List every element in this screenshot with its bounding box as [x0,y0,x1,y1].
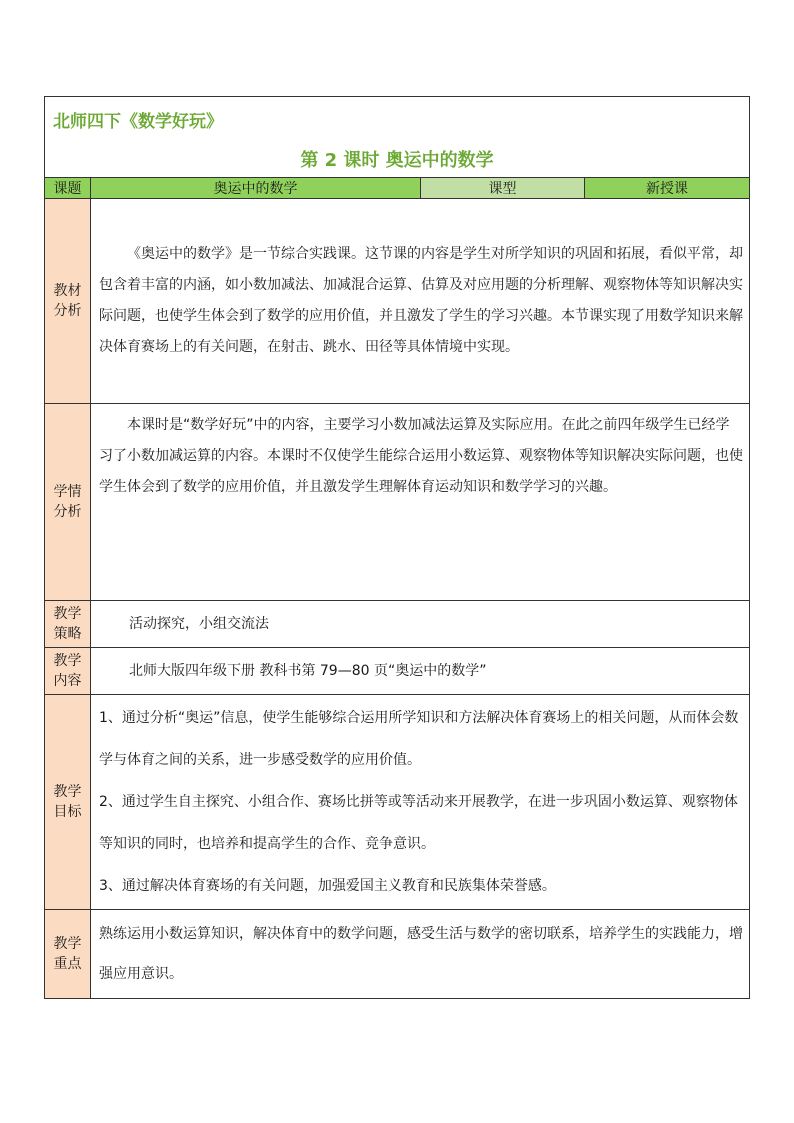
row-content [91,910,750,999]
row-paragraph: 本课时是“数学好玩”中的内容，主要学习小数加减法运算及实际应用。在此之前四年级学生已经学习了小数加减运算的内容。本课时不仅使学生能综合运用小数运算、观察物体等知识解决实际问题，也使学生体会到了数学的应用价值，并且激发学生理解体育运动知识和数学学习的兴趣。 [99,417,743,495]
topic-value: 奥运中的数学 [91,178,421,199]
lesson-title: 第 2 课时 奥运中的数学 [45,141,750,178]
row-paragraph: 2、通过学生自主探究、小组合作、赛场比拼等或等活动来开展教学，在进一步巩固小数运算、观察物体等知识的同时，也培养和提高学生的合作、竞争意识。 [99,794,738,852]
row-label-line: 策略 [53,626,82,642]
row-label-line: 重点 [53,956,82,972]
row-label-line: 分析 [53,504,82,520]
type-value: 新授课 [585,178,750,199]
row-label [45,404,91,601]
type-label: 课型 [421,178,585,199]
row-label [45,601,91,648]
row-paragraph: 《奥运中的数学》是一节综合实践课。这节课的内容是学生对所学知识的巩固和拓展，看似平常，却包含着丰富的内涵，如小数加减法、加减混合运算、估算及对应用题的分析理解、观察物体等知识解决实际问题，也使学生体会到了数学的应用价值，并且激发了学生的学习兴趣。本节课实现了用数学知识来解决体育赛场上的有关问题，在射击、跳水、田径等具体情境中实现。 [99,246,743,355]
row-label-line: 内容 [53,673,82,689]
row-content [91,601,750,648]
row-label [45,199,91,404]
row-content [91,648,750,695]
row-objectives [45,695,750,910]
row-label-line: 教学 [53,936,82,952]
row-content [91,404,750,601]
row-label-line: 教材 [53,283,82,299]
row-content [91,695,750,910]
series-title: 北师四下《数学好玩》 [45,97,750,142]
row-key-points [45,910,750,999]
row-student-analysis [45,404,750,601]
row-label [45,695,91,910]
row-label-line: 目标 [53,804,82,820]
row-label-line: 学情 [53,484,82,500]
row-label-line: 教学 [53,606,82,622]
row-paragraph: 北师大版四年级下册 教科书第 79—80 页“奥运中的数学” [129,663,487,679]
row-content-scope [45,648,750,695]
row-paragraph: 活动探究，小组交流法 [129,616,269,632]
topic-label: 课题 [45,178,91,199]
row-paragraph: 3、通过解决体育赛场的有关问题，加强爱国主义教育和民族集体荣誉感。 [99,878,556,894]
row-label [45,910,91,999]
lesson-plan [44,96,749,999]
row-label-line: 分析 [53,303,82,319]
lesson-plan-table [44,96,750,999]
row-label-line: 教学 [53,784,82,800]
row-strategy [45,601,750,648]
row-label [45,648,91,695]
row-label-line: 教学 [53,653,82,669]
row-textbook-analysis [45,199,750,404]
row-paragraph: 1、通过分析“奥运”信息，使学生能够综合运用所学知识和方法解决体育赛场上的相关问题，从而体会数学与体育之间的关系，进一步感受数学的应用价值。 [99,710,739,768]
row-paragraph: 熟练运用小数运算知识，解决体育中的数学问题，感受生活与数学的密切联系，培养学生的实践能力，增强应用意识。 [99,926,743,982]
row-content [91,199,750,404]
